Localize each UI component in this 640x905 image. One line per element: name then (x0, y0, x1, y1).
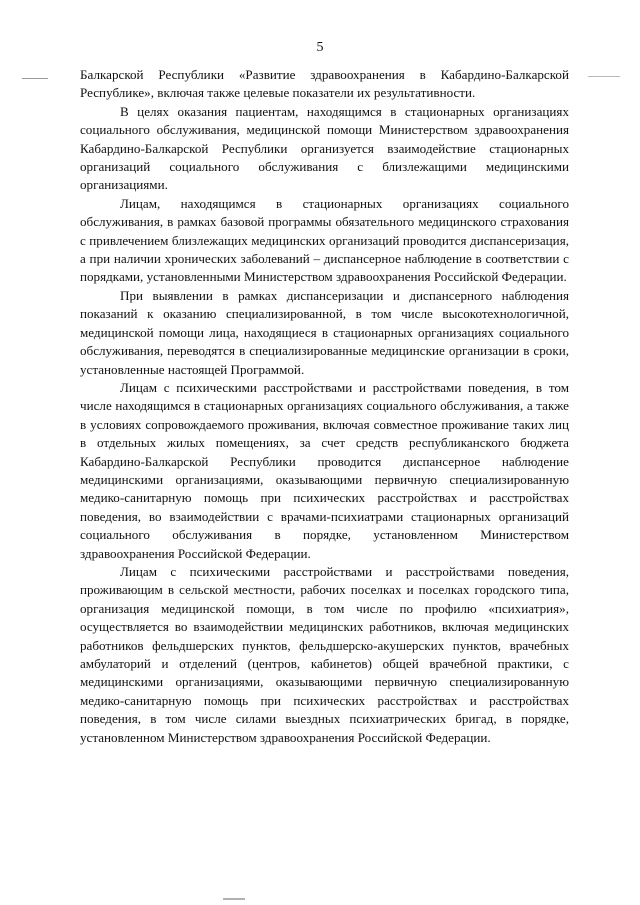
document-body (80, 66, 569, 747)
paragraph-mental-disorders-social: Лицам с психическими расстройствами и расстройствами поведения, в том числе находящимся в стационарных организациях социального обслуживания, а также в условиях сопровождаемого проживания, включая совместное проживание таких лиц в отдельных жилых помещениях, за счет средств республиканского бюджета Кабардино-Балкарской Республики проводится диспансерное наблюдение медицинскими организациями, оказывающими первичную специализированную медико-санитарную помощь при психических расстройствах и расстройствах поведения, во взаимодействии с врачами-психиатрами стационарных организаций социального обслуживания в порядке, установленном Министерством здравоохранения Российской Федерации. (80, 379, 569, 561)
paragraph-interaction: В целях оказания пациентам, находящимся в стационарных организациях социального обслуживания, медицинской помощи Министерством здравоохранения Кабардино-Балкарской Республики организуется взаимодействие стационарных организаций социального обслуживания с близлежащими медицинскими организациями. (80, 103, 569, 193)
right-margin-mark (588, 76, 620, 77)
paragraph-mental-disorders-rural: Лицам с психическими расстройствами и расстройствами поведения, проживающим в сельской местности, рабочих поселках и поселках городского типа, организация медицинской помощи, в том числе по профилю «психиатрия», осуществляется во взаимодействии медицинских работников, включая медицинских работников фельдшерских пунктов, фельдшерско-акушерских пунктов, врачебных амбулаторий и отделений (центров, кабинетов) общей врачебной практики, с медицинскими организациями, оказывающими первичную специализированную медико-санитарную помощь при психических расстройствах и расстройствах поведения, в том числе силами выездных психиатрических бригад, в порядке, установленном Министерством здравоохранения Российской Федерации. (80, 563, 569, 745)
bottom-scan-mark (223, 898, 245, 900)
paragraph-dispensarization: Лицам, находящимся в стационарных организациях социального обслуживания, в рамках базовой программы обязательного медицинского страхования с привлечением близлежащих медицинских организаций проводится диспансеризация, а при наличии хронических заболеваний – диспансерное наблюдение в соответствии с порядками, установленными Министерством здравоохранения Российской Федерации. (80, 195, 569, 285)
paragraph-specialized-care: При выявлении в рамках диспансеризации и диспансерного наблюдения показаний к оказанию специализированной, в том числе высокотехнологичной, медицинской помощи лица, находящиеся в стационарных организациях социального обслуживания, переводятся в специализированные медицинские организации в сроки, установленные настоящей Программой. (80, 287, 569, 377)
page-number: 5 (316, 40, 324, 55)
left-margin-mark (22, 78, 48, 79)
paragraph-continuation: Балкарской Республики «Развитие здравоохранения в Кабардино-Балкарской Республике», включая также целевые показатели их результативности. (80, 67, 569, 101)
